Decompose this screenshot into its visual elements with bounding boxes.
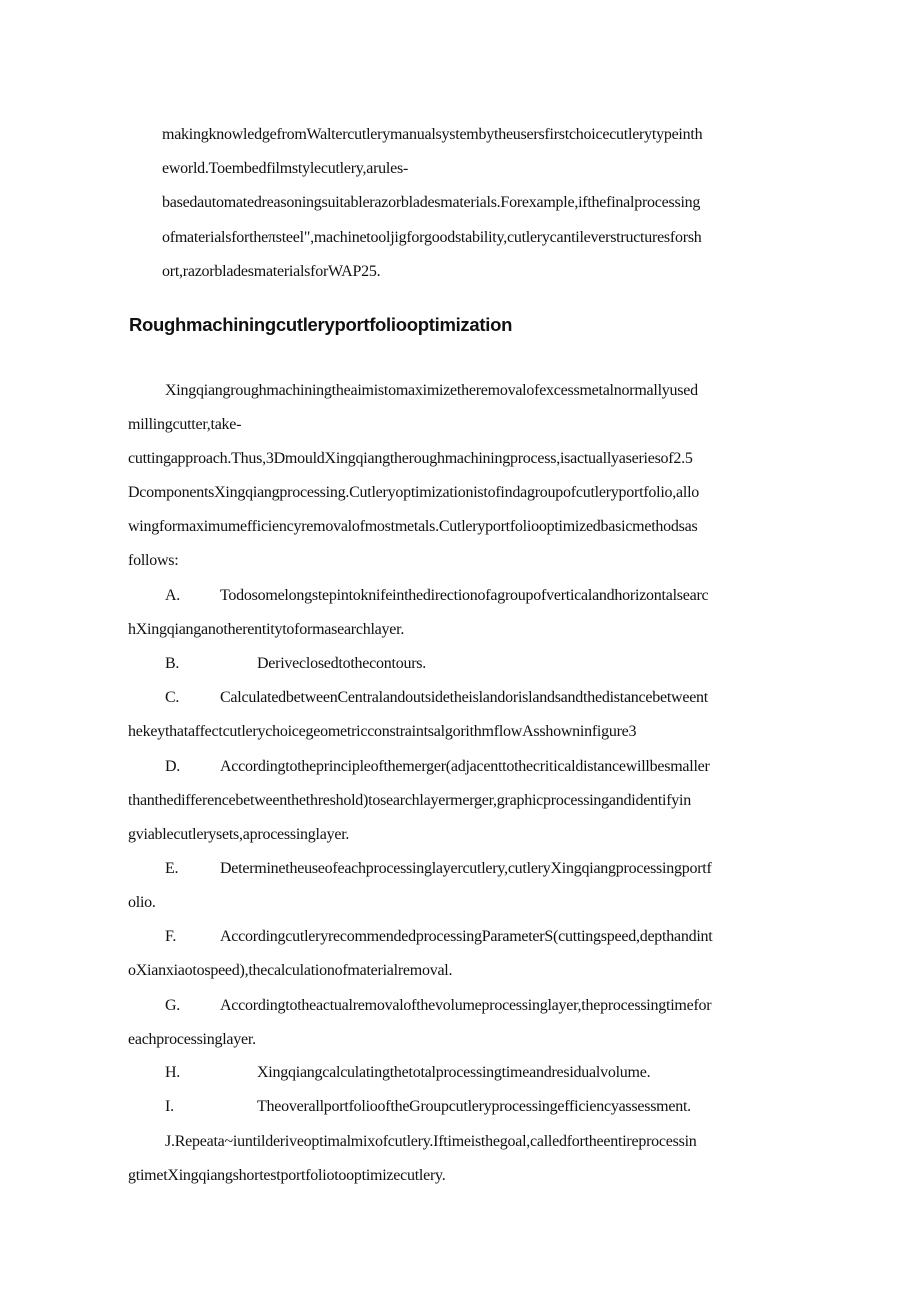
step-text: Accordingtotheprincipleofthemerger(adjacenttothecriticaldistancewillbesmaller [220, 758, 710, 775]
step-label: D. [165, 758, 181, 775]
step-label: A. [165, 587, 181, 604]
paragraph-line: J.Repeata~iuntilderiveoptimalmixofcutlery.Iftimeisthegoal,calledfortheentireprocessin [165, 1133, 697, 1150]
step-text: Xingqiangcalculatingthetotalprocessingtimeandresidualvolume. [257, 1064, 651, 1081]
step-continuation: olio. [128, 894, 156, 911]
section-title: Roughmachiningcutleryportfoliooptimization [129, 314, 513, 335]
step-continuation: oXianxiaotospeed),thecalculationofmaterialremoval. [128, 962, 453, 979]
step-label: C. [165, 689, 180, 706]
step-continuation: hekeythataffectcutlerychoicegeometricconstraintsalgorithmflowAsshowninfigure3 [128, 723, 637, 740]
step-text: Todosomelongstepintoknifeinthedirectionofagroupofverticalandhorizontalsearc [220, 587, 709, 604]
step-continuation: eachprocessinglayer. [128, 1031, 256, 1048]
paragraph-line: cuttingapproach.Thus,3DmouldXingqiangtheroughmachiningprocess,isactuallyaseriesof2.5 [128, 450, 693, 467]
step-label: H. [165, 1064, 181, 1081]
step-text: TheoverallportfoliooftheGroupcutleryprocessingefficiencyassessment. [257, 1098, 691, 1115]
paragraph-line: wingformaximumefficiencyremovalofmostmetals.Cutleryportfoliooptimizedbasicmethodsas [128, 518, 698, 535]
intro-line: makingknowledgefromWaltercutlerymanualsystembytheusersfirstchoicecutlerytypeinth [162, 126, 703, 143]
intro-line: ofmaterialsfortheπsteel",machinetooljigforgoodstability,cutlerycantileverstructuresforsh [162, 229, 702, 246]
step-continuation: hXingqianganotherentitytoformasearchlayer. [128, 621, 405, 638]
intro-line: eworld.Toembedfilmstylecutlery,arules- [162, 160, 409, 177]
step-text: Accordingtotheactualremovalofthevolumeprocessinglayer,theprocessingtimefor [220, 997, 712, 1014]
step-label: F. [165, 928, 177, 945]
step-text: CalculatedbetweenCentralandoutsidetheislandorislandsandthedistancebetweent [220, 689, 708, 706]
step-text: Determinetheuseofeachprocessinglayercutlery,cutleryXingqiangprocessingportf [220, 860, 712, 877]
step-continuation: gviablecutlerysets,aprocessinglayer. [128, 826, 350, 843]
paragraph-line: DcomponentsXingqiangprocessing.Cutleryoptimizationistofindagroupofcutleryportfolio,allo [128, 484, 700, 501]
step-label: B. [165, 655, 180, 672]
intro-line: basedautomatedreasoningsuitablerazorbladesmaterials.Forexample,ifthefinalprocessing [162, 194, 701, 211]
step-label: G. [165, 997, 181, 1014]
paragraph-line: follows: [128, 552, 179, 569]
step-continuation: thanthedifferencebetweenthethreshold)tosearchlayermerger,graphicprocessingandidentifyin [128, 792, 691, 809]
step-text: AccordingcutleryrecommendedprocessingParameterS(cuttingspeed,depthandint [220, 928, 713, 945]
step-text: Deriveclosedtothecontours. [257, 655, 426, 672]
paragraph-line: Xingqiangroughmachiningtheaimistomaximizetheremovalofexcessmetalnormallyused [165, 382, 698, 399]
intro-line: ort,razorbladesmaterialsforWAP25. [162, 263, 381, 280]
paragraph-line: gtimetXingqiangshortestportfoliotooptimizecutlery. [128, 1167, 446, 1184]
paragraph-line: millingcutter,take- [128, 416, 242, 433]
step-label: E. [165, 860, 179, 877]
step-label: I. [165, 1098, 174, 1115]
